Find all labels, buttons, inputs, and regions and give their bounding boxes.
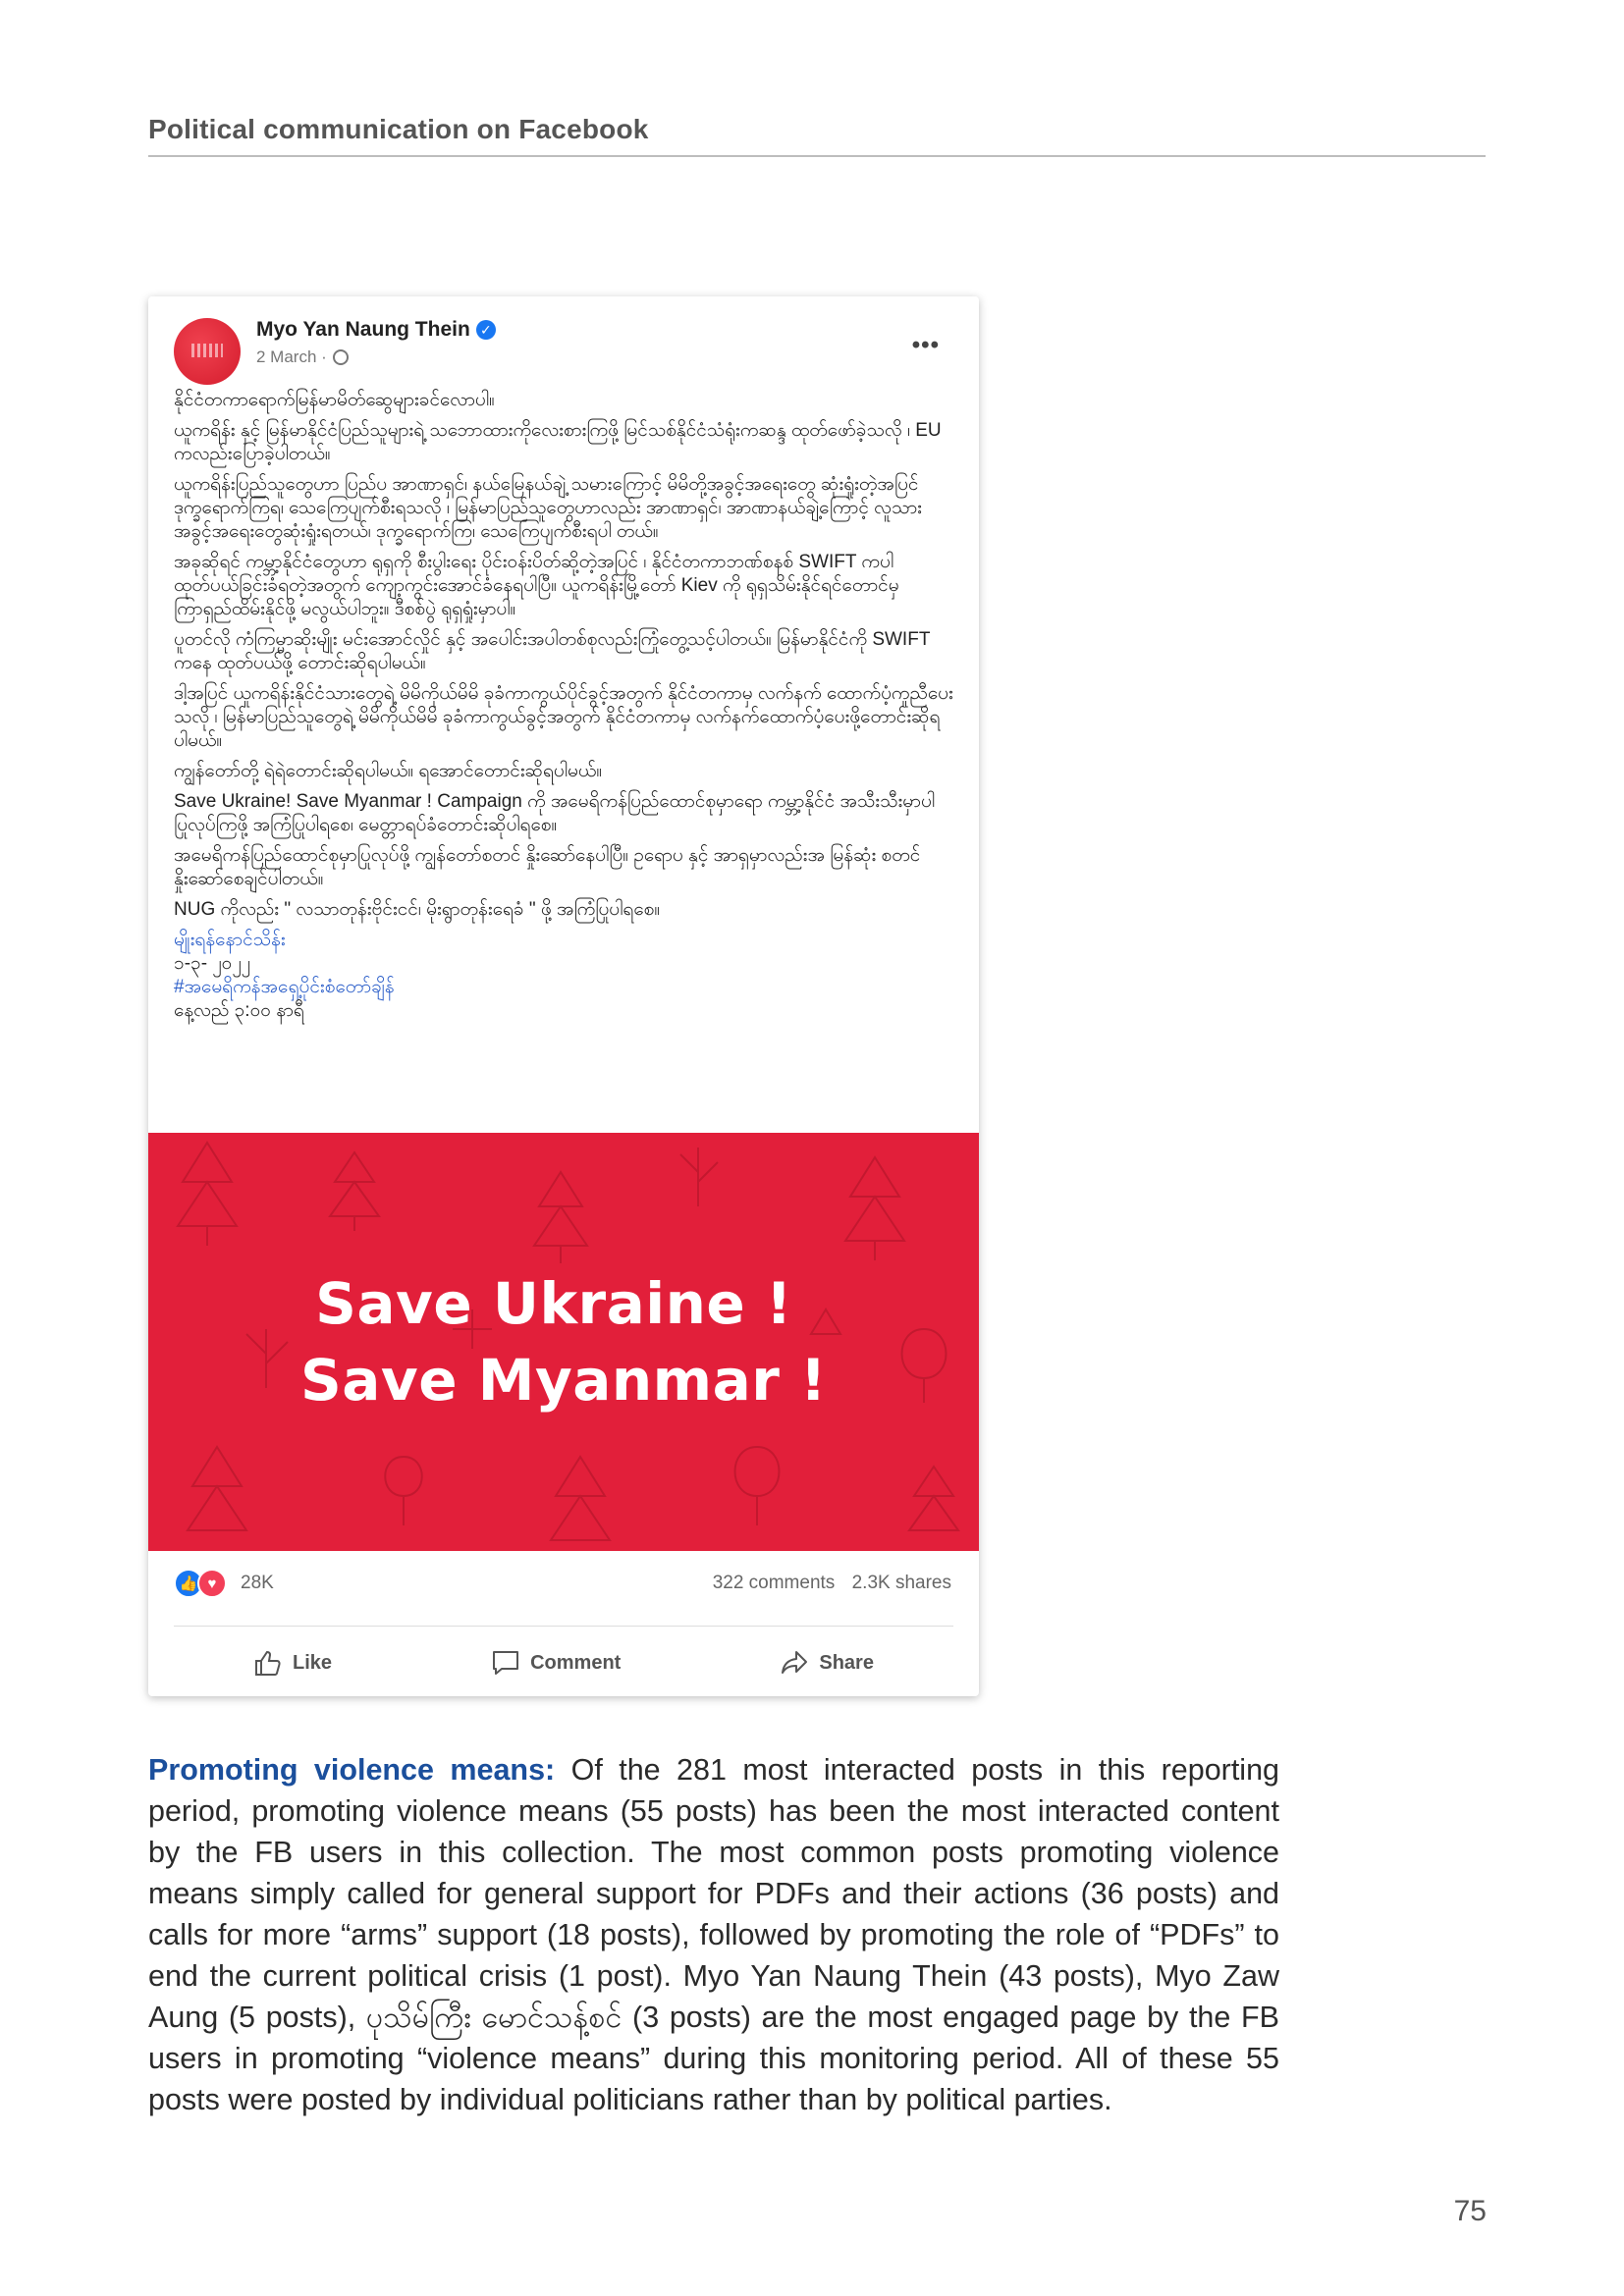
post-paragraph: ယူကရိန်း နှင့် မြန်မာနိုင်ငံပြည်သူများရဲ့ သဘောထားကိုလေးစားကြဖို့ မြင်သစ်နိုင်ငံသံရုံးကဆန္ဒ ထုတ်ဖော်ခဲ့သလို ၊ EU ကလည်းပြောခဲ့ပါတယ်။: [174, 420, 942, 464]
post-author[interactable]: [256, 318, 496, 342]
share-label: Share: [819, 1651, 874, 1674]
graphic-headline-2: Save Myanmar !: [299, 1347, 828, 1414]
post-text: [174, 389, 953, 1023]
comment-count[interactable]: 322 comments: [712, 1573, 836, 1593]
post-paragraph: နိုင်ငံတကာရောက်မြန်မာမိတ်ဆွေများခင်လောပါ။: [174, 390, 495, 410]
verified-badge-icon: ✓: [476, 320, 496, 340]
sign-time: နေ့လည် ၃:၀၀ နာရီ: [174, 1000, 304, 1021]
post-paragraph: Save Ukraine! Save Myanmar ! Campaign ကို အမေရိကန်ပြည်ထောင်စုမှာရော ကမ္ဘာ့နိုင်ငံ အသီးသီးမှာပါပြုလုပ်ကြဖို့ အကြံပြုပါရစေ၊ မေတ္တာရပ်ခံတောင်းဆိုပါရစေ။: [174, 791, 936, 835]
body-text: Of the 281 most interacted posts in this reporting period, promoting violence means (55 posts) has been the most interacted content by the FB users in this collection. The most common posts promoting violence means simply called for general support for PDFs and their actions (36 posts) and calls for more “arms” support (18 posts), followed by promoting the role of “PDFs” to end the current political crisis (1 post). Myo Yan Naung Thein (43 posts), Myo Zaw Aung (5 posts), ပုသိမ်ကြီး မောင်သန့်စင် (3 posts) are the most engaged page by the FB users in promoting “violence means” during this monitoring period. All of these 55 posts were posted by individual politicians rather than by political parties.: [148, 1753, 1279, 2116]
page-number: 75: [1453, 2195, 1487, 2227]
section-lead: Promoting violence means:: [148, 1753, 556, 1787]
hashtag-author[interactable]: မျိုးရန်နောင်သိန်း: [174, 930, 286, 950]
comment-bubble-icon: [491, 1649, 520, 1677]
globe-icon: [333, 349, 349, 365]
post-paragraph: ဒါ့အပြင် ယူကရိန်းနိုင်ငံသားတွေရဲ့ မိမိကိုယ်မိမိ ခုခံကာကွယ်ပိုင်ခွင့်အတွက် နိုင်ငံတကာမှ လက်နက် ထောက်ပံ့ကူညီပေးသလို ၊ မြန်မာပြည်သူတွေရဲ့ မိမိကိုယ်မိမိ ခုခံကာကွယ်ခွင့်အတွက် နိုင်ငံတကာမှ လက်နက်ထောက်ပံ့ပေးဖို့တောင်းဆိုရပါမယ်။: [174, 683, 953, 751]
post-paragraph: ကျွန်တော်တို့ ရဲရဲတောင်းဆိုရပါမယ်။ ရအောင်တောင်းဆိုရပါမယ်။: [174, 761, 603, 781]
post-paragraph: အခုဆိုရင် ကမ္ဘာ့နိုင်ငံတွေဟာ ရုရှကို စီးပွါးရေး ပိုင်းဝန်းပိတ်ဆို့တဲ့အပြင် ၊ နိုင်ငံတကာဘဏ်စနစ် SWIFT ကပါ ထုတ်ပယ်ခြင်းခံရတဲ့အတွက် ကျော့ကွင်းအောင်ခံနေရပါပြီ။ ယူကရိန်းမြို့တော် Kiev ကို ရုရှသိမ်းနိုင်ရင်တောင်မှ ကြာရှည်ထိမ်းနိုင်ဖို့ မလွယ်ပါဘူး။ ဒီစစ်ပွဲ ရုရှရှုံးမှာပါ။: [174, 552, 899, 619]
more-options-icon[interactable]: •••: [911, 332, 940, 358]
comment-label: Comment: [530, 1651, 622, 1674]
share-button[interactable]: [780, 1643, 874, 1682]
engagement-stats: [713, 1573, 951, 1594]
share-arrow-icon: [780, 1649, 809, 1677]
hashtag-link[interactable]: #အမေရိကန်အရှေ့ပိုင်းစံတော်ချိန်: [174, 977, 395, 997]
post-date-text: 2 March ·: [256, 347, 327, 366]
post-image[interactable]: [148, 1133, 979, 1551]
sign-date: ၁-၃- ၂၀၂၂: [174, 953, 250, 974]
like-label: Like: [293, 1651, 333, 1674]
post-paragraph: ယူကရိန်းပြည်သူတွေဟာ ပြည်ပ အာဏာရှင်၊ နယ်မြေနယ်ချဲ့ သမားကြောင့် မိမိတို့အခွင့်အရေးတွေ ဆုံးရှုံးတဲ့အပြင် ဒုက္ခရောက်ကြရ၊ သေကြေပျက်စီးရသလို ၊ မြန်မာပြည်သူတွေဟာလည်း အာဏာရှင်၊ အာဏာနယ်ချဲ့ကြောင့် လူသားအခွင့်အရေးတွေဆုံးရှုံးရတယ်၊ ဒုက္ခရောက်ကြ၊ သေကြေပျက်စီးရပါ တယ်။: [174, 474, 922, 542]
like-button[interactable]: [253, 1643, 332, 1682]
avatar[interactable]: [174, 318, 241, 385]
tree-pattern-decoration: [148, 1133, 979, 1551]
running-header: Political communication on Facebook: [148, 114, 649, 144]
post-date: [256, 347, 349, 367]
thumbs-up-icon: [253, 1649, 283, 1677]
post-actions: [174, 1643, 953, 1682]
reaction-count: 28K: [241, 1573, 274, 1593]
post-paragraph: NUG ကိုလည်း " လသာတုန်းဗိုင်းငင်၊ မိုးရွာတုန်းရေခံ " ဖို့ အကြံပြုပါရစေ။: [174, 899, 661, 920]
actions-divider: [174, 1626, 953, 1627]
post-paragraph: ပူတင်လို ကံကြမ္မာဆိုးမျိုး မင်းအောင်လှိုင် နှင့် အပေါင်းအပါတစ်စုလည်းကြုံတွေ့သင့်ပါတယ်။ မြန်မာနိုင်ငံကို SWIFT ကနေ ထုတ်ပယ်ဖို့ တောင်းဆိုရပါမယ်။: [174, 629, 931, 673]
reactions-summary[interactable]: [174, 1569, 274, 1598]
body-paragraph: [148, 1749, 1279, 2120]
header-divider: [148, 155, 1486, 157]
love-reaction-icon: ♥: [197, 1569, 227, 1598]
comment-button[interactable]: [491, 1643, 621, 1682]
like-reaction-icon: 👍: [174, 1569, 203, 1598]
graphic-headline-1: Save Ukraine !: [315, 1270, 792, 1337]
facebook-post-card: [148, 296, 979, 1696]
post-paragraph: အမေရိကန်ပြည်ထောင်စုမှာပြုလုပ်ဖို့ ကျွန်တော်စတင် နှိုးဆော်နေပါပြီ။ ဥရောပ နှင့် အာရှမှာလည်းအ မြန်ဆုံး စတင်နှိုးဆော်စေချင်ပါတယ်။: [174, 845, 921, 889]
share-count[interactable]: 2.3K shares: [851, 1573, 951, 1593]
author-name[interactable]: Myo Yan Naung Thein: [256, 318, 470, 341]
